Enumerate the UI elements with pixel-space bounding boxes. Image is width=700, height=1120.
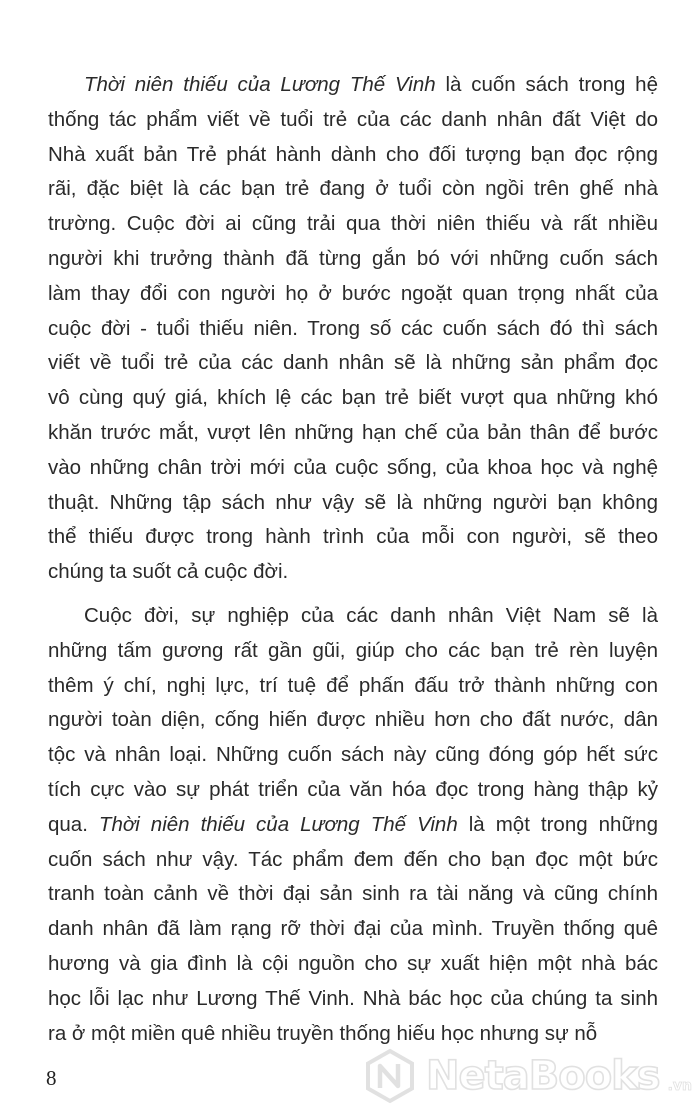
text-line: người khi trưởng thành đã từng gắn bó với những cuốn sách xyxy=(48,246,658,270)
text-line xyxy=(48,68,658,103)
text-line: học lỗi lạc như Lương Thế Vinh. Nhà bác học của chúng ta sinh xyxy=(48,986,658,1010)
text-line xyxy=(48,808,658,843)
paragraph xyxy=(48,68,658,590)
page-number: 8 xyxy=(46,1066,57,1090)
text-line: Nhà xuất bản Trẻ phát hành dành cho đối tượng bạn đọc rộng xyxy=(48,142,658,166)
text-line: trường. Cuộc đời ai cũng trải qua thời niên thiếu và rất nhiều xyxy=(48,212,658,236)
text-segment: qua. xyxy=(48,812,99,836)
watermark xyxy=(362,1046,692,1106)
text-line: thêm ý chí, nghị lực, trí tuệ để phấn đấu trở thành những con xyxy=(48,673,658,697)
watermark-suffix: .vn xyxy=(667,1078,692,1094)
text-line: vô cùng quý giá, khích lệ các bạn trẻ biết vượt qua những khó xyxy=(48,386,658,410)
paragraph-gap xyxy=(48,590,658,599)
text-line: người toàn diện, cống hiến được nhiều hơn cho đất nước, dân xyxy=(48,708,658,732)
paragraph xyxy=(48,599,658,1051)
text-line: vào những chân trời mới của cuộc sống, của khoa học và nghệ xyxy=(48,455,658,479)
text-line: những tấm gương rất gần gũi, giúp cho các bạn trẻ rèn luyện xyxy=(48,638,658,662)
text-line: Cuộc đời, sự nghiệp của các danh nhân Việt Nam sẽ là xyxy=(84,603,658,627)
text-line: rãi, đặc biệt là các bạn trẻ đang ở tuổi còn ngồi trên ghế nhà xyxy=(48,177,658,201)
text-line: chúng ta suốt cả cuộc đời. xyxy=(48,560,289,584)
text-line: làm thay đổi con người họ ở bước ngoặt quan trọng nhất của xyxy=(48,281,658,305)
text-line: cuốn sách như vậy. Tác phẩm đem đến cho bạn đọc một bức xyxy=(48,847,658,871)
book-title-italic: Thời niên thiếu của Lương Thế Vinh xyxy=(98,812,458,836)
text-segment: là cuốn sách trong hệ xyxy=(435,73,658,96)
text-line: ra ở một miền quê nhiều truyền thống hiếu học nhưng sự nỗ xyxy=(48,1021,598,1045)
text-line: thống tác phẩm viết về tuổi trẻ của các danh nhân đất Việt do xyxy=(48,107,658,131)
text-line: tích cực vào sự phát triển của văn hóa đọc trong hàng thập kỷ xyxy=(48,777,658,801)
body-text xyxy=(48,68,658,1051)
text-line: tranh toàn cảnh về thời đại sản sinh ra tài năng và cũng chính xyxy=(48,882,658,906)
book-title-italic: Thời niên thiếu của Lương Thế Vinh xyxy=(84,73,436,96)
text-line: thể thiếu được trong hành trình của mỗi con người, sẽ theo xyxy=(48,525,658,549)
text-segment: là một trong những xyxy=(457,812,658,836)
text-line: thuật. Những tập sách như vậy sẽ là những người bạn không xyxy=(48,490,658,514)
neta-logo-icon xyxy=(362,1048,418,1104)
text-line: hương và gia đình là cội nguồn cho sự xuất hiện một nhà bác xyxy=(48,951,658,975)
text-line: tộc và nhân loại. Những cuốn sách này cũng đóng góp hết sức xyxy=(48,743,658,767)
text-line: khăn trước mắt, vượt lên những hạn chế của bản thân để bước xyxy=(48,420,658,444)
text-line: viết về tuổi trẻ của các danh nhân sẽ là những sản phẩm đọc xyxy=(48,351,658,375)
text-line: danh nhân đã làm rạng rỡ thời đại của mình. Truyền thống quê xyxy=(48,917,658,941)
watermark-brand: NetaBooks xyxy=(426,1053,660,1099)
text-line: cuộc đời - tuổi thiếu niên. Trong số các cuốn sách đó thì sách xyxy=(48,316,658,340)
